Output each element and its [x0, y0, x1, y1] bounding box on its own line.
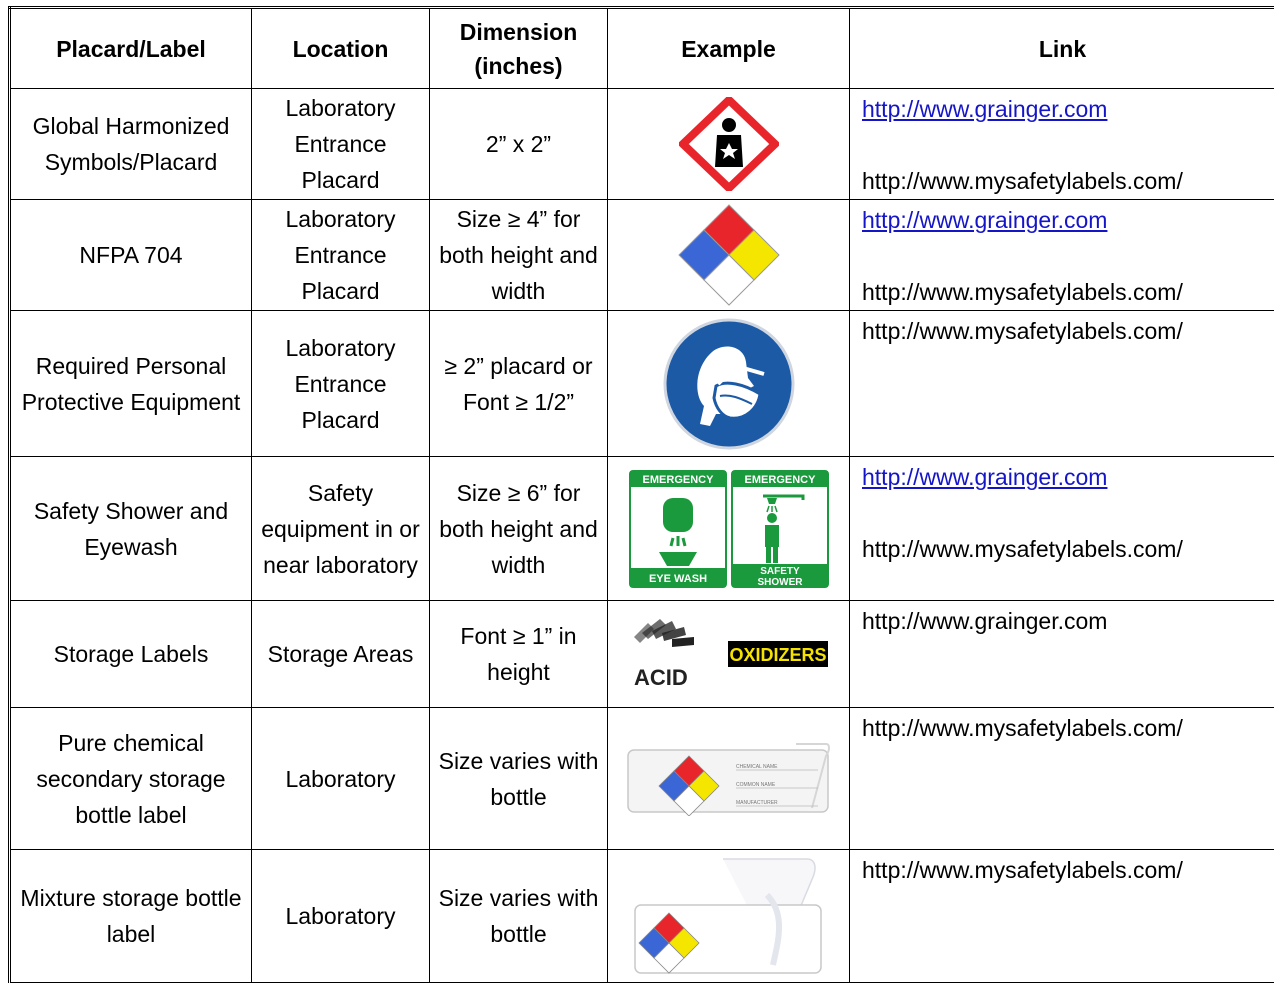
- table-row: [10, 457, 1274, 601]
- storage-labels-icon: [628, 617, 830, 691]
- header-example: Example: [608, 8, 850, 89]
- nfpa-diamond-icon: [678, 204, 780, 306]
- cell-placard: Pure chemical secondary storage bottle label: [10, 708, 252, 850]
- svg-text:MANUFACTURER: MANUFACTURER: [736, 800, 778, 806]
- table-row: [10, 708, 1274, 850]
- cell-dimension: Size varies with bottle: [430, 850, 608, 983]
- link-text-mysafetylabels: http://www.mysafetylabels.com/: [862, 313, 1267, 349]
- cell-example: [608, 311, 850, 457]
- cell-placard: Required Personal Protective Equipment: [10, 311, 252, 457]
- cell-placard: Global Harmonized Symbols/Placard: [10, 89, 252, 200]
- cell-example: [608, 457, 850, 601]
- document-page: [8, 6, 1274, 975]
- cell-example: [608, 850, 850, 983]
- table-row: [10, 89, 1274, 200]
- link-text-mysafetylabels: http://www.mysafetylabels.com/: [862, 163, 1267, 199]
- cell-location: Laboratory Entrance Placard: [252, 311, 430, 457]
- cell-placard: Safety Shower and Eyewash: [10, 457, 252, 601]
- ghs-health-hazard-icon: [679, 97, 779, 191]
- emergency-signs-icon: [629, 470, 829, 588]
- cell-link: [850, 601, 1274, 708]
- link-grainger[interactable]: http://www.grainger.com: [862, 202, 1267, 274]
- svg-text:ACID: ACID: [634, 665, 688, 690]
- svg-text:SHOWER: SHOWER: [757, 577, 803, 588]
- header-dimension: Dimension (inches): [430, 8, 608, 89]
- svg-text:OXIDIZERS: OXIDIZERS: [729, 645, 826, 665]
- cell-example: [608, 200, 850, 311]
- svg-text:EMERGENCY: EMERGENCY: [744, 474, 816, 486]
- cell-dimension: Font ≥ 1” in height: [430, 601, 608, 708]
- header-link: Link: [850, 8, 1274, 89]
- cell-example: [608, 89, 850, 200]
- cell-example: [608, 601, 850, 708]
- svg-text:EYE WASH: EYE WASH: [648, 573, 706, 585]
- cell-placard: NFPA 704: [10, 200, 252, 311]
- cell-link: [850, 311, 1274, 457]
- cell-location: Safety equipment in or near laboratory: [252, 457, 430, 601]
- cell-link: [850, 200, 1274, 311]
- link-grainger[interactable]: http://www.grainger.com: [862, 91, 1267, 163]
- cell-link: [850, 708, 1274, 850]
- link-text-mysafetylabels: http://www.mysafetylabels.com/: [862, 531, 1267, 567]
- table-row: [10, 601, 1274, 708]
- table-row: [10, 200, 1274, 311]
- bottle-label-icon: [626, 742, 832, 816]
- cell-dimension: Size ≥ 4” for both height and width: [430, 200, 608, 311]
- table-header-row: [10, 8, 1274, 89]
- placard-table: [8, 6, 1274, 983]
- link-text-mysafetylabels: http://www.mysafetylabels.com/: [862, 852, 1267, 888]
- mixture-label-icon: [627, 855, 831, 977]
- cell-location: Laboratory Entrance Placard: [252, 89, 430, 200]
- svg-text:SAFETY: SAFETY: [760, 566, 800, 577]
- cell-link: [850, 850, 1274, 983]
- cell-dimension: Size ≥ 6” for both height and width: [430, 457, 608, 601]
- cell-link: [850, 457, 1274, 601]
- cell-dimension: 2” x 2”: [430, 89, 608, 200]
- cell-placard: Storage Labels: [10, 601, 252, 708]
- cell-link: [850, 89, 1274, 200]
- table-row: [10, 850, 1274, 983]
- cell-location: Laboratory Entrance Placard: [252, 200, 430, 311]
- table-row: [10, 311, 1274, 457]
- link-text-grainger: http://www.grainger.com: [862, 603, 1267, 639]
- link-grainger[interactable]: http://www.grainger.com: [862, 459, 1267, 531]
- cell-example: [608, 708, 850, 850]
- header-placard: Placard/Label: [10, 8, 252, 89]
- cell-placard: Mixture storage bottle label: [10, 850, 252, 983]
- cell-dimension: ≥ 2” placard or Font ≥ 1/2”: [430, 311, 608, 457]
- svg-text:EMERGENCY: EMERGENCY: [642, 474, 714, 486]
- cell-location: Laboratory: [252, 708, 430, 850]
- svg-text:CHEMICAL NAME: CHEMICAL NAME: [736, 764, 778, 770]
- cell-location: Storage Areas: [252, 601, 430, 708]
- link-text-mysafetylabels: http://www.mysafetylabels.com/: [862, 274, 1267, 310]
- svg-text:COMMON NAME: COMMON NAME: [736, 782, 776, 788]
- respirator-mask-icon: [660, 316, 798, 452]
- header-location: Location: [252, 8, 430, 89]
- cell-dimension: Size varies with bottle: [430, 708, 608, 850]
- link-text-mysafetylabels: http://www.mysafetylabels.com/: [862, 710, 1267, 746]
- cell-location: Laboratory: [252, 850, 430, 983]
